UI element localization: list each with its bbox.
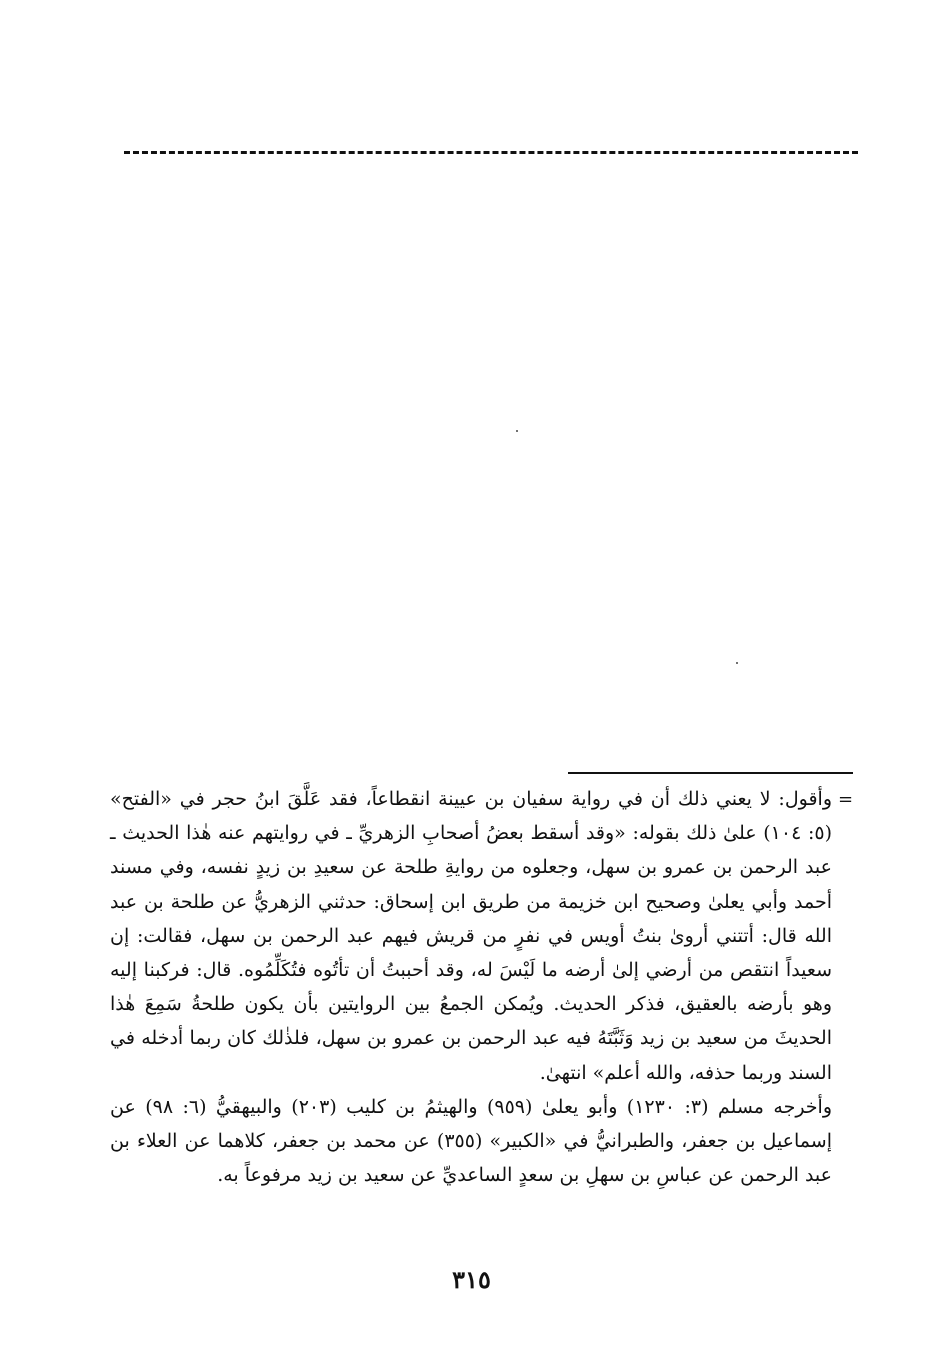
- scan-speck: [516, 430, 518, 432]
- footnote-text-block: [110, 782, 832, 1192]
- dashed-separator: [124, 151, 858, 154]
- footnote-paragraph: وأقول: لا يعني ذلك أن في رواية سفيان بن عيينة انقطاعاً، فقد عَلَّقَ ابنُ حجر في «الفتح» (٥: ١٠٤) علىٰ ذلك بقوله: «وقد أسقط بعضُ أصحابِ الزهريِّ ـ في روايتهم عنه هٰذا الحديث ـ عبد الرحمن بن عمرو بن سهل، وجعلوه من روايةِ طلحة عن سعيدِ بن زيدٍ نفسه، وفي مسند أحمد وأبي يعلىٰ وصحيح ابن خزيمة من طريق ابن إسحاق: حدثني الزهريُّ عن طلحة بن عبد الله قال: أتتني أروىٰ بنتُ أويس في نفرٍ من قريش فيهم عبد الرحمن بن سهل، فقالت: إن سعيداً انتقص من أرضي إلىٰ أرضه ما لَيْسَ له، وقد أحببتُ أن تأتُوه فتُكَلِّمُوه. قال: فركبنا إليه وهو بأرضه بالعقيق، فذكر الحديث. ويُمكن الجمعُ بين الروايتين بأن يكون طلحةُ سَمِعَ هٰذا الحديثَ من سعيد بن زيد وَثَبَّتَهُ فيه عبد الرحمن بن عمرو بن سهل، فلذٰلك كان ربما أدخله في السند وربما حذفه، والله أعلم» انتهىٰ.: [110, 788, 832, 1084]
- footnote-separator-line: [568, 772, 853, 774]
- scan-speck: [736, 662, 738, 664]
- footnote-continuation-mark: =: [838, 789, 854, 810]
- page-number: ٣١٥: [452, 1265, 491, 1294]
- footnote-paragraph: وأخرجه مسلم (٣: ١٢٣٠) وأبو يعلىٰ (٩٥٩) والهيثمُ بن كليب (٢٠٣) والبيهقيُّ (٦: ٩٨) عن إسماعيل بن جعفر، والطبرانيُّ في «الكبير» (٣٥٥) عن محمد بن جعفر، كلاهما عن العلاء بن عبد الرحمن عن عباسِ بن سهلِ بن سعدٍ الساعديِّ عن سعيد بن زيد مرفوعاً به.: [110, 1095, 833, 1187]
